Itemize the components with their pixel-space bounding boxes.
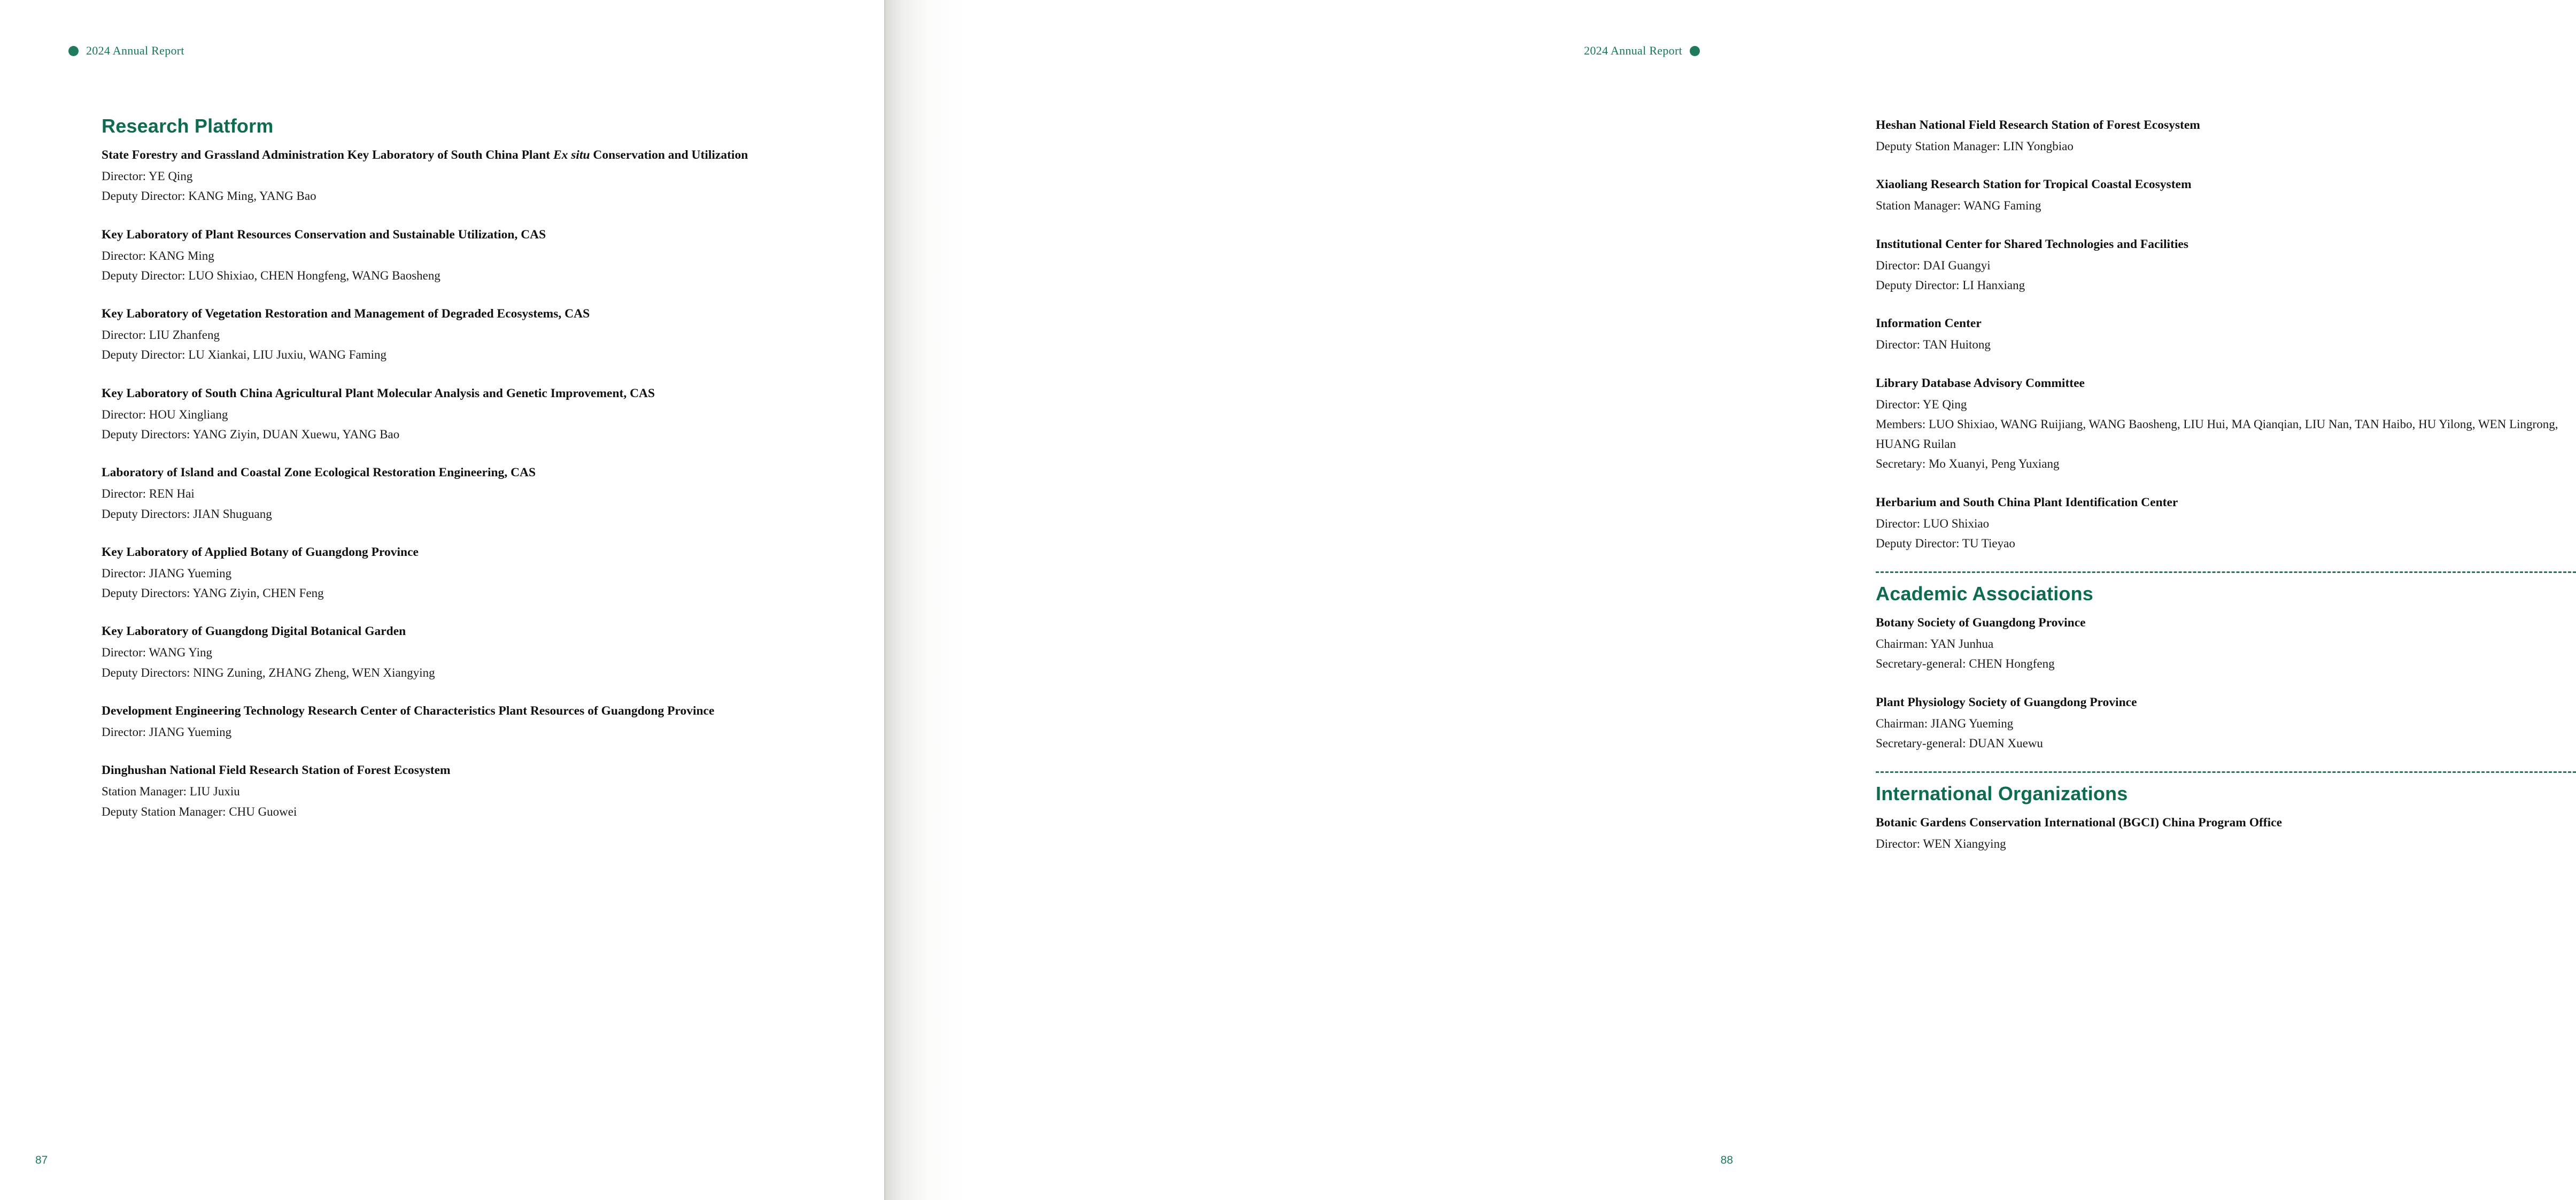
entry-line: Deputy Directors: NING Zuning, ZHANG Zheng, WEN Xiangying bbox=[102, 665, 435, 679]
platform-entry bbox=[102, 760, 796, 822]
entry-title: Institutional Center for Shared Technologies and Facilities bbox=[1876, 237, 2188, 251]
platform-entry bbox=[102, 304, 796, 365]
entry-line: Deputy Director: LUO Shixiao, CHEN Hongfeng, WANG Baosheng bbox=[102, 268, 440, 282]
entry-line: Chairman: YAN Junhua bbox=[1876, 637, 1994, 651]
entry-title: Heshan National Field Research Station of Forest Ecosystem bbox=[1876, 118, 2200, 132]
platform-entry bbox=[102, 224, 796, 286]
entry-title: Key Laboratory of South China Agricultural Plant Molecular Analysis and Genetic Improvement, CAS bbox=[102, 386, 655, 400]
page-number-left: 87 bbox=[35, 1154, 48, 1166]
platform-entry bbox=[102, 542, 796, 603]
section-title-international-organizations: International Organizations bbox=[1876, 783, 2128, 805]
entry-line: Director: YE Qing bbox=[102, 169, 193, 183]
right-page bbox=[884, 0, 2558, 1200]
association-entry bbox=[1876, 613, 2576, 674]
entry-line: Secretary: Mo Xuanyi, Peng Yuxiang bbox=[1876, 457, 2060, 471]
platform-entry bbox=[1876, 492, 2576, 554]
entry-line: Deputy Directors: YANG Ziyin, CHEN Feng bbox=[102, 586, 324, 600]
entry-title: Key Laboratory of Vegetation Restoration and Management of Degraded Ecosystems, CAS bbox=[102, 307, 590, 321]
platform-entry bbox=[1876, 313, 2576, 354]
entry-title: Key Laboratory of Plant Resources Conservation and Sustainable Utilization, CAS bbox=[102, 227, 546, 242]
entry-title: Key Laboratory of Guangdong Digital Botanical Garden bbox=[102, 624, 406, 639]
running-head-left bbox=[68, 44, 184, 58]
section-title-academic-associations: Academic Associations bbox=[1876, 583, 2094, 605]
entry-line: Deputy Station Manager: LIN Yongbiao bbox=[1876, 140, 2074, 153]
bullet-dot-icon bbox=[68, 46, 79, 56]
running-head-text: 2024 Annual Report bbox=[86, 44, 184, 57]
entry-title: Dinghushan National Field Research Station of Forest Ecosystem bbox=[102, 763, 451, 778]
entry-title: Key Laboratory of Applied Botany of Guangdong Province bbox=[102, 545, 419, 559]
entry-line: Station Manager: WANG Faming bbox=[1876, 199, 2041, 213]
right-column bbox=[1876, 115, 2576, 854]
entry-title bbox=[102, 145, 796, 165]
entry-line: Members: LUO Shixiao, WANG Ruijiang, WANG Baosheng, LIU Hui, MA Qianqian, LIU Nan, TAN Haibo, HU Yilong, WEN Lingrong, HUANG Ruilan bbox=[1876, 417, 2558, 451]
entry-line: Director: WANG Ying bbox=[102, 646, 212, 660]
entry-line: Deputy Director: KANG Ming, YANG Bao bbox=[102, 189, 316, 203]
entry-line: Deputy Director: LI Hanxiang bbox=[1876, 278, 2025, 292]
entry-line: Deputy Directors: YANG Ziyin, DUAN Xuewu, YANG Bao bbox=[102, 428, 400, 441]
platform-entry bbox=[102, 383, 796, 445]
entry-title: Laboratory of Island and Coastal Zone Ecological Restoration Engineering, CAS bbox=[102, 466, 536, 480]
entry-line: Director: LIU Zhanfeng bbox=[102, 328, 220, 342]
entry-line: Deputy Director: LU Xiankai, LIU Juxiu, WANG Faming bbox=[102, 348, 386, 362]
page-title-research-platform: Research Platform bbox=[102, 115, 274, 137]
entry-title: Botany Society of Guangdong Province bbox=[1876, 616, 2086, 630]
entry-line: Director: DAI Guangyi bbox=[1876, 258, 1991, 272]
bullet-dot-icon bbox=[1690, 46, 1700, 56]
entry-line: Director: LUO Shixiao bbox=[1876, 516, 1990, 530]
entry-line: Deputy Directors: JIAN Shuguang bbox=[102, 507, 272, 521]
entry-title-part-2: Conservation and Utilization bbox=[590, 148, 748, 162]
platform-entry bbox=[1876, 234, 2576, 296]
platform-entry bbox=[1876, 373, 2576, 474]
entry-line: Deputy Director: TU Tieyao bbox=[1876, 536, 2015, 550]
entry-line: Director: TAN Huitong bbox=[1876, 338, 1991, 352]
entry-title: Plant Physiology Society of Guangdong Province bbox=[1876, 695, 2137, 709]
organization-entry bbox=[1876, 812, 2576, 854]
entry-title: Information Center bbox=[1876, 316, 1982, 331]
entry-line: Chairman: JIANG Yueming bbox=[1876, 716, 2014, 730]
entry-line: Director: KANG Ming bbox=[102, 249, 214, 262]
running-head-text: 2024 Annual Report bbox=[1584, 44, 1682, 57]
entry-line: Director: HOU Xingliang bbox=[102, 407, 228, 421]
entry-title: Development Engineering Technology Research Center of Characteristics Plant Resources of Guangdong Province bbox=[102, 703, 715, 718]
running-head-right bbox=[1584, 44, 1700, 58]
entry-line: Director: JIANG Yueming bbox=[102, 725, 232, 739]
entry-title-italic: Ex situ bbox=[553, 148, 590, 162]
entry-line: Director: WEN Xiangying bbox=[1876, 837, 2006, 851]
entry-line: Director: REN Hai bbox=[102, 487, 195, 501]
platform-entry bbox=[102, 621, 796, 683]
platform-entry bbox=[102, 701, 796, 742]
entry-line: Director: YE Qing bbox=[1876, 397, 1967, 411]
section-divider bbox=[1876, 571, 2576, 573]
left-column bbox=[102, 115, 796, 822]
platform-entry bbox=[102, 462, 796, 524]
entry-line: Deputy Station Manager: CHU Guowei bbox=[102, 804, 297, 818]
platform-entry bbox=[1876, 115, 2576, 156]
platform-entry bbox=[1876, 174, 2576, 215]
platform-entry bbox=[102, 145, 796, 206]
entry-title-part-1: State Forestry and Grassland Administration Key Laboratory of South China Plant bbox=[102, 148, 553, 162]
entry-line: Secretary-general: DUAN Xuewu bbox=[1876, 737, 2043, 750]
entry-line: Station Manager: LIU Juxiu bbox=[102, 785, 240, 799]
entry-title: Herbarium and South China Plant Identification Center bbox=[1876, 495, 2178, 509]
association-entry bbox=[1876, 692, 2576, 754]
entry-line: Director: JIANG Yueming bbox=[102, 566, 232, 580]
left-page bbox=[0, 0, 884, 1200]
entry-line: Secretary-general: CHEN Hongfeng bbox=[1876, 657, 2055, 671]
page-gutter-line bbox=[884, 0, 885, 1200]
entry-title: Xiaoliang Research Station for Tropical Coastal Ecosystem bbox=[1876, 177, 2192, 192]
section-divider bbox=[1876, 771, 2576, 773]
entry-title: Botanic Gardens Conservation International (BGCI) China Program Office bbox=[1876, 816, 2283, 830]
page-number-right: 88 bbox=[1720, 1154, 1733, 1166]
entry-title: Library Database Advisory Committee bbox=[1876, 376, 2085, 390]
